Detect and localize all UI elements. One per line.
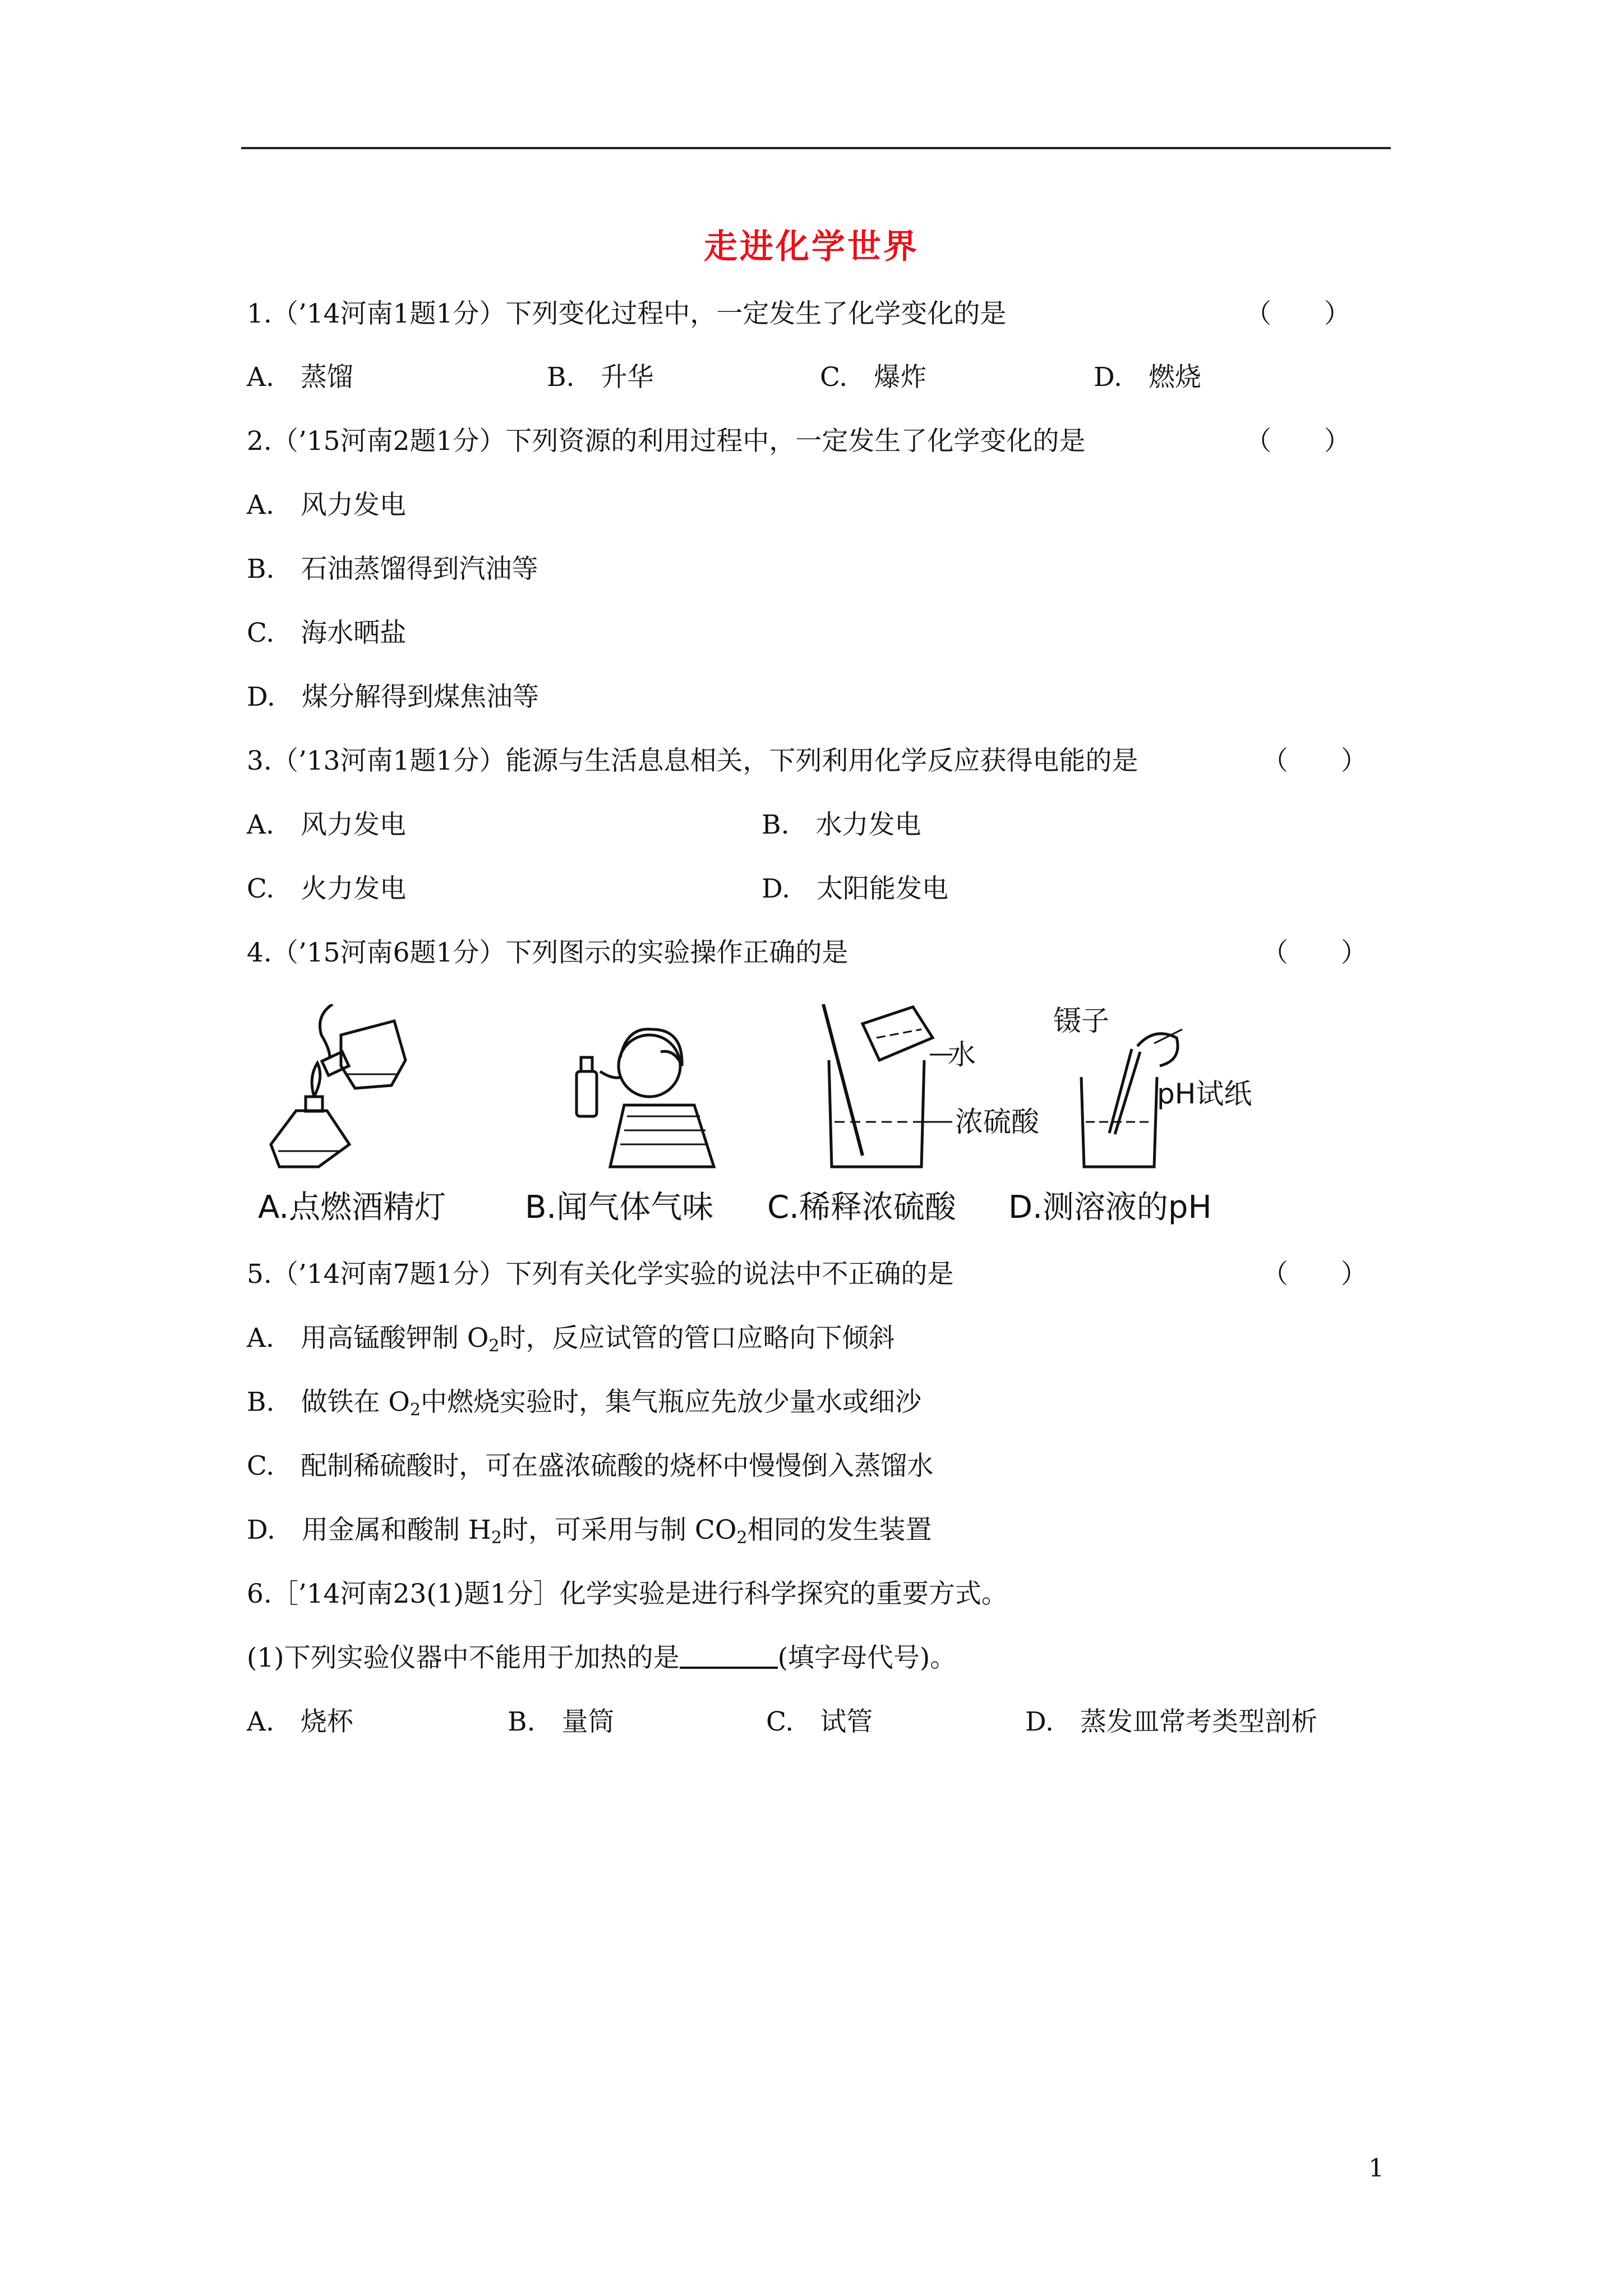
question-2-option-c: C. 海水晒盐 — [247, 618, 407, 648]
lab-operations-drawing — [257, 1004, 1261, 1172]
question-6-subquestion-1: (1)下列实验仪器中不能用于加热的是 (填字母代号)。 — [247, 1642, 957, 1673]
lab-operations-figure — [257, 1004, 1261, 1226]
answer-blank[interactable] — [680, 1642, 778, 1669]
question-6-option-d: D. 蒸发皿常考类型剖析 — [1025, 1706, 1317, 1737]
question-4-stem: 4.（’15河南6题1分）下列图示的实验操作正确的是 — [247, 937, 849, 968]
question-2-answer-paren: （ ） — [1245, 426, 1350, 457]
question-5-option-c: C. 配制稀硫酸时，可在盛浓硫酸的烧杯中慢慢倒入蒸馏水 — [247, 1451, 934, 1481]
question-1-option-d: D. 燃烧 — [1094, 362, 1201, 393]
question-5-answer-paren: （ ） — [1262, 1259, 1367, 1290]
question-3-option-b: B. 水力发电 — [762, 809, 921, 840]
page-number: 1 — [1368, 2154, 1384, 2183]
caption-b: B.闻气体气味 — [525, 1189, 714, 1226]
caption-c: C.稀释浓硫酸 — [767, 1189, 956, 1226]
question-5-option-b: B. 做铁在 $O_2$中燃烧实验时，集气瓶应先放少量水或细沙 — [247, 1387, 922, 1420]
question-5-stem: 5.（’14河南7题1分）下列有关化学实验的说法中不正确的是 — [247, 1259, 954, 1290]
question-3-stem: 3.（’13河南1题1分）能源与生活息息相关，下列利用化学反应获得电能的是 — [247, 746, 1138, 776]
question-6-option-c: C. 试管 — [766, 1706, 873, 1737]
question-3-option-d: D. 太阳能发电 — [762, 873, 948, 904]
label-tweezers: 镊子 — [1053, 1005, 1109, 1037]
question-5-option-a: A. 用高锰酸钾制 $O_2$时，反应试管的管口应略向下倾斜 — [247, 1323, 895, 1356]
question-1-option-b: B. 升华 — [547, 362, 654, 393]
alcohol-lamp-lighting-drawing — [271, 1004, 405, 1167]
question-1-option-a: A. 蒸馏 — [247, 362, 353, 393]
diluting-acid-drawing — [823, 1004, 952, 1167]
question-6-stem: 6.［’14河南23(1)题1分］化学实验是进行科学探究的重要方式。 — [247, 1579, 1008, 1609]
question-2-stem: 2.（’15河南2题1分）下列资源的利用过程中，一定发生了化学变化的是 — [247, 426, 1086, 457]
question-4-answer-paren: （ ） — [1262, 937, 1367, 968]
label-water: 水 — [948, 1038, 976, 1071]
question-2-option-d: D. 煤分解得到煤焦油等 — [247, 682, 539, 712]
label-ph-paper: pH试纸 — [1157, 1078, 1252, 1110]
question-2-option-b: B. 石油蒸馏得到汽油等 — [247, 554, 538, 585]
question-6-option-a: A. 烧杯 — [247, 1706, 353, 1737]
page-title: 走进化学世界 — [704, 227, 919, 266]
question-3-answer-paren: （ ） — [1262, 746, 1367, 776]
question-2-option-a: A. 风力发电 — [247, 490, 406, 521]
question-1-answer-paren: （ ） — [1245, 298, 1350, 329]
question-1-option-c: C. 爆炸 — [820, 362, 927, 393]
label-concentrated-acid: 浓硫酸 — [955, 1106, 1039, 1138]
question-1-stem: 1.（’14河南1题1分）下列变化过程中，一定发生了化学变化的是 — [247, 298, 1007, 329]
question-5-option-d: D. 用金属和酸制 $H_2$时，可采用与制 $CO_2$相同的发生装置 — [247, 1515, 932, 1548]
caption-a: A.点燃酒精灯 — [258, 1189, 446, 1226]
header-rule — [241, 147, 1391, 149]
question-6-option-b: B. 量筒 — [508, 1706, 615, 1737]
question-3-option-a: A. 风力发电 — [247, 809, 406, 840]
question-3-option-c: C. 火力发电 — [247, 873, 407, 904]
caption-d: D.测溶液的pH — [1008, 1189, 1212, 1226]
smelling-gas-drawing — [577, 1029, 714, 1167]
